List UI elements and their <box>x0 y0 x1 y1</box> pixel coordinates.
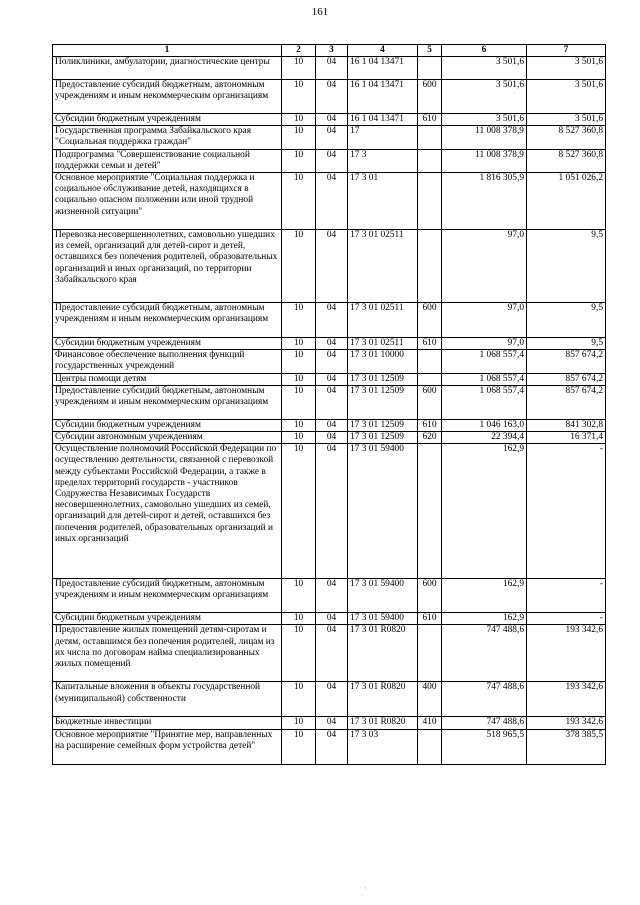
section-code: 10 <box>282 419 316 431</box>
expense-type-code <box>418 149 442 172</box>
target-article-code: 17 3 01 R0820 <box>348 625 418 682</box>
section-code: 10 <box>282 373 316 385</box>
subsection-code: 04 <box>316 682 348 717</box>
row-name: Капитальные вложения в объекты государственной (муниципальной) собственности <box>53 682 282 717</box>
amount-year-2: 857 674,2 <box>527 373 606 385</box>
table-row <box>53 373 606 385</box>
expense-type-code: 620 <box>418 432 442 444</box>
column-header: 1 <box>53 45 282 57</box>
header-row <box>53 45 606 57</box>
amount-year-1: 97,0 <box>442 338 527 350</box>
amount-year-1: 1 068 557,4 <box>442 385 527 419</box>
expense-type-code <box>418 57 442 80</box>
expense-type-code: 610 <box>418 419 442 431</box>
expense-type-code <box>418 729 442 764</box>
section-code: 10 <box>282 432 316 444</box>
row-name: Основное мероприятие "Социальная поддержка и социальное обслуживание детей, находящихся в социально опасном положении или иной трудной жизненной ситуации" <box>53 173 282 230</box>
page-number: 161 <box>311 6 329 18</box>
amount-year-2: 16 371,4 <box>527 432 606 444</box>
amount-year-2: 193 342,6 <box>527 682 606 717</box>
expense-type-code: 610 <box>418 114 442 126</box>
amount-year-2: 9,5 <box>527 230 606 303</box>
scan-mark: · <box>364 883 367 893</box>
amount-year-2: 3 501,6 <box>527 57 606 80</box>
expense-type-code <box>418 444 442 579</box>
amount-year-1: 3 501,6 <box>442 57 527 80</box>
column-header: 2 <box>282 45 316 57</box>
amount-year-1: 518 965,5 <box>442 729 527 764</box>
amount-year-2: 193 342,6 <box>527 717 606 729</box>
row-name: Подпрограмма "Совершенствование социальной поддержки семьи и детей" <box>53 149 282 172</box>
target-article-code: 17 3 01 R0820 <box>348 717 418 729</box>
subsection-code: 04 <box>316 149 348 172</box>
amount-year-2: 1 051 026,2 <box>527 173 606 230</box>
section-code: 10 <box>282 385 316 419</box>
row-name: Предоставление субсидий бюджетным, автономным учреждениям и иным некоммерческим организациям <box>53 385 282 419</box>
column-header: 5 <box>418 45 442 57</box>
expense-type-code: 410 <box>418 717 442 729</box>
table-row <box>53 149 606 172</box>
row-name: Бюджетные инвестиции <box>53 717 282 729</box>
table-row <box>53 419 606 431</box>
section-code: 10 <box>282 230 316 303</box>
expense-type-code <box>418 373 442 385</box>
row-name: Субсидии бюджетным учреждениям <box>53 613 282 625</box>
amount-year-1: 162,9 <box>442 613 527 625</box>
section-code: 10 <box>282 126 316 149</box>
table-row <box>53 114 606 126</box>
amount-year-2: - <box>527 444 606 579</box>
section-code: 10 <box>282 682 316 717</box>
amount-year-1: 3 501,6 <box>442 80 527 114</box>
target-article-code: 16 1 04 13471 <box>348 114 418 126</box>
amount-year-2: - <box>527 613 606 625</box>
subsection-code: 04 <box>316 729 348 764</box>
target-article-code: 17 3 01 R0820 <box>348 682 418 717</box>
amount-year-1: 1 068 557,4 <box>442 373 527 385</box>
target-article-code: 17 3 01 12509 <box>348 419 418 431</box>
table-row <box>53 57 606 80</box>
expense-type-code <box>418 173 442 230</box>
amount-year-1: 22 394,4 <box>442 432 527 444</box>
amount-year-2: 9,5 <box>527 303 606 338</box>
amount-year-2: 378 385,5 <box>527 729 606 764</box>
subsection-code: 04 <box>316 126 348 149</box>
target-article-code: 17 3 01 12509 <box>348 385 418 419</box>
expense-type-code: 400 <box>418 682 442 717</box>
amount-year-2: 3 501,6 <box>527 80 606 114</box>
target-article-code: 17 3 03 <box>348 729 418 764</box>
amount-year-2: 857 674,2 <box>527 385 606 419</box>
section-code: 10 <box>282 57 316 80</box>
subsection-code: 04 <box>316 114 348 126</box>
amount-year-2: 9,5 <box>527 338 606 350</box>
table-row <box>53 350 606 373</box>
subsection-code: 04 <box>316 444 348 579</box>
amount-year-1: 3 501,6 <box>442 114 527 126</box>
row-name: Субсидии автономным учреждениям <box>53 432 282 444</box>
subsection-code: 04 <box>316 579 348 613</box>
subsection-code: 04 <box>316 350 348 373</box>
section-code: 10 <box>282 80 316 114</box>
column-header: 6 <box>442 45 527 57</box>
row-name: Предоставление субсидий бюджетным, автономным учреждениям и иным некоммерческим организациям <box>53 303 282 338</box>
subsection-code: 04 <box>316 57 348 80</box>
amount-year-1: 747 488,6 <box>442 625 527 682</box>
expense-type-code <box>418 625 442 682</box>
table-row <box>53 432 606 444</box>
table-row <box>53 717 606 729</box>
row-name: Предоставление субсидий бюджетным, автономным учреждениям и иным некоммерческим организациям <box>53 579 282 613</box>
subsection-code: 04 <box>316 303 348 338</box>
amount-year-2: 8 527 360,8 <box>527 149 606 172</box>
subsection-code: 04 <box>316 613 348 625</box>
amount-year-2: 857 674,2 <box>527 350 606 373</box>
section-code: 10 <box>282 149 316 172</box>
budget-table <box>52 44 606 765</box>
section-code: 10 <box>282 625 316 682</box>
section-code: 10 <box>282 579 316 613</box>
row-name: Основное мероприятие "Принятие мер, направленных на расширение семейных форм устройства детей" <box>53 729 282 764</box>
target-article-code: 17 3 01 10000 <box>348 350 418 373</box>
expense-type-code: 600 <box>418 385 442 419</box>
row-name: Предоставление жилых помещений детям-сиротам и детям, оставшимся без попечения родителей, лицам из их числа по договорам найма специализированных жилых помещений <box>53 625 282 682</box>
subsection-code: 04 <box>316 338 348 350</box>
section-code: 10 <box>282 613 316 625</box>
amount-year-1: 97,0 <box>442 230 527 303</box>
section-code: 10 <box>282 350 316 373</box>
expense-type-code: 610 <box>418 613 442 625</box>
target-article-code: 17 3 01 12509 <box>348 373 418 385</box>
expense-type-code: 600 <box>418 579 442 613</box>
row-name: Субсидии бюджетным учреждениям <box>53 338 282 350</box>
column-header: 3 <box>316 45 348 57</box>
section-code: 10 <box>282 338 316 350</box>
row-name: Осуществление полномочий Российской Федерации по осуществлению деятельности, связанной с перевозкой между субъектами Российской Федерации, а также в пределах территорий государств - участников Содружества Независимых Государств несовершеннолетних, самовольно ушедших из семей, организаций для детей-сирот и детей, оставшихся без попечения родителей, образовательных организаций и иных организаций <box>53 444 282 579</box>
amount-year-1: 162,9 <box>442 579 527 613</box>
subsection-code: 04 <box>316 717 348 729</box>
row-name: Государственная программа Забайкальского края "Социальная поддержка граждан" <box>53 126 282 149</box>
row-name: Субсидии бюджетным учреждениям <box>53 419 282 431</box>
target-article-code: 17 3 01 02511 <box>348 338 418 350</box>
amount-year-2: 8 527 360,8 <box>527 126 606 149</box>
target-article-code: 16 1 04 13471 <box>348 80 418 114</box>
amount-year-2: 841 302,8 <box>527 419 606 431</box>
amount-year-2: 3 501,6 <box>527 114 606 126</box>
target-article-code: 17 3 01 <box>348 173 418 230</box>
section-code: 10 <box>282 173 316 230</box>
row-name: Поликлиники, амбулатории, диагностические центры <box>53 57 282 80</box>
target-article-code: 17 <box>348 126 418 149</box>
column-header: 4 <box>348 45 418 57</box>
target-article-code: 17 3 01 02511 <box>348 303 418 338</box>
column-header: 7 <box>527 45 606 57</box>
table-row <box>53 613 606 625</box>
expense-type-code: 600 <box>418 80 442 114</box>
target-article-code: 16 1 04 13471 <box>348 57 418 80</box>
amount-year-1: 11 008 378,9 <box>442 126 527 149</box>
amount-year-2: 193 342,6 <box>527 625 606 682</box>
amount-year-1: 97,0 <box>442 303 527 338</box>
target-article-code: 17 3 <box>348 149 418 172</box>
section-code: 10 <box>282 444 316 579</box>
amount-year-1: 747 488,6 <box>442 682 527 717</box>
table-row <box>53 729 606 764</box>
section-code: 10 <box>282 303 316 338</box>
expense-type-code: 600 <box>418 303 442 338</box>
table-row <box>53 80 606 114</box>
table-row <box>53 126 606 149</box>
subsection-code: 04 <box>316 432 348 444</box>
subsection-code: 04 <box>316 385 348 419</box>
target-article-code: 17 3 01 02511 <box>348 230 418 303</box>
table-row <box>53 385 606 419</box>
target-article-code: 17 3 01 59400 <box>348 444 418 579</box>
amount-year-1: 1 816 305,9 <box>442 173 527 230</box>
amount-year-1: 747 488,6 <box>442 717 527 729</box>
subsection-code: 04 <box>316 419 348 431</box>
section-code: 10 <box>282 729 316 764</box>
target-article-code: 17 3 01 12509 <box>348 432 418 444</box>
expense-type-code <box>418 230 442 303</box>
table-row <box>53 173 606 230</box>
amount-year-1: 162,9 <box>442 444 527 579</box>
target-article-code: 17 3 01 59400 <box>348 613 418 625</box>
table-row <box>53 230 606 303</box>
row-name: Предоставление субсидий бюджетным, автономным учреждениям и иным некоммерческим организациям <box>53 80 282 114</box>
target-article-code: 17 3 01 59400 <box>348 579 418 613</box>
subsection-code: 04 <box>316 173 348 230</box>
section-code: 10 <box>282 114 316 126</box>
amount-year-2: - <box>527 579 606 613</box>
row-name: Центры помощи детям <box>53 373 282 385</box>
subsection-code: 04 <box>316 373 348 385</box>
table-row <box>53 682 606 717</box>
section-code: 10 <box>282 717 316 729</box>
subsection-code: 04 <box>316 625 348 682</box>
table-row <box>53 338 606 350</box>
expense-type-code: 610 <box>418 338 442 350</box>
expense-type-code <box>418 350 442 373</box>
table-row <box>53 444 606 579</box>
row-name: Перевозка несовершеннолетних, самовольно ушедших из семей, организаций для детей-сирот и детей, оставшихся без попечения родителей, образовательных организаций и иных организаций, по территории Забайкальского края <box>53 230 282 303</box>
table-row <box>53 579 606 613</box>
amount-year-1: 11 008 378,9 <box>442 149 527 172</box>
amount-year-1: 1 046 163,0 <box>442 419 527 431</box>
table-row <box>53 303 606 338</box>
table-row <box>53 625 606 682</box>
subsection-code: 04 <box>316 230 348 303</box>
row-name: Финансовое обеспечение выполнения функций государственных учреждений <box>53 350 282 373</box>
row-name: Субсидии бюджетным учреждениям <box>53 114 282 126</box>
amount-year-1: 1 068 557,4 <box>442 350 527 373</box>
expense-type-code <box>418 126 442 149</box>
subsection-code: 04 <box>316 80 348 114</box>
